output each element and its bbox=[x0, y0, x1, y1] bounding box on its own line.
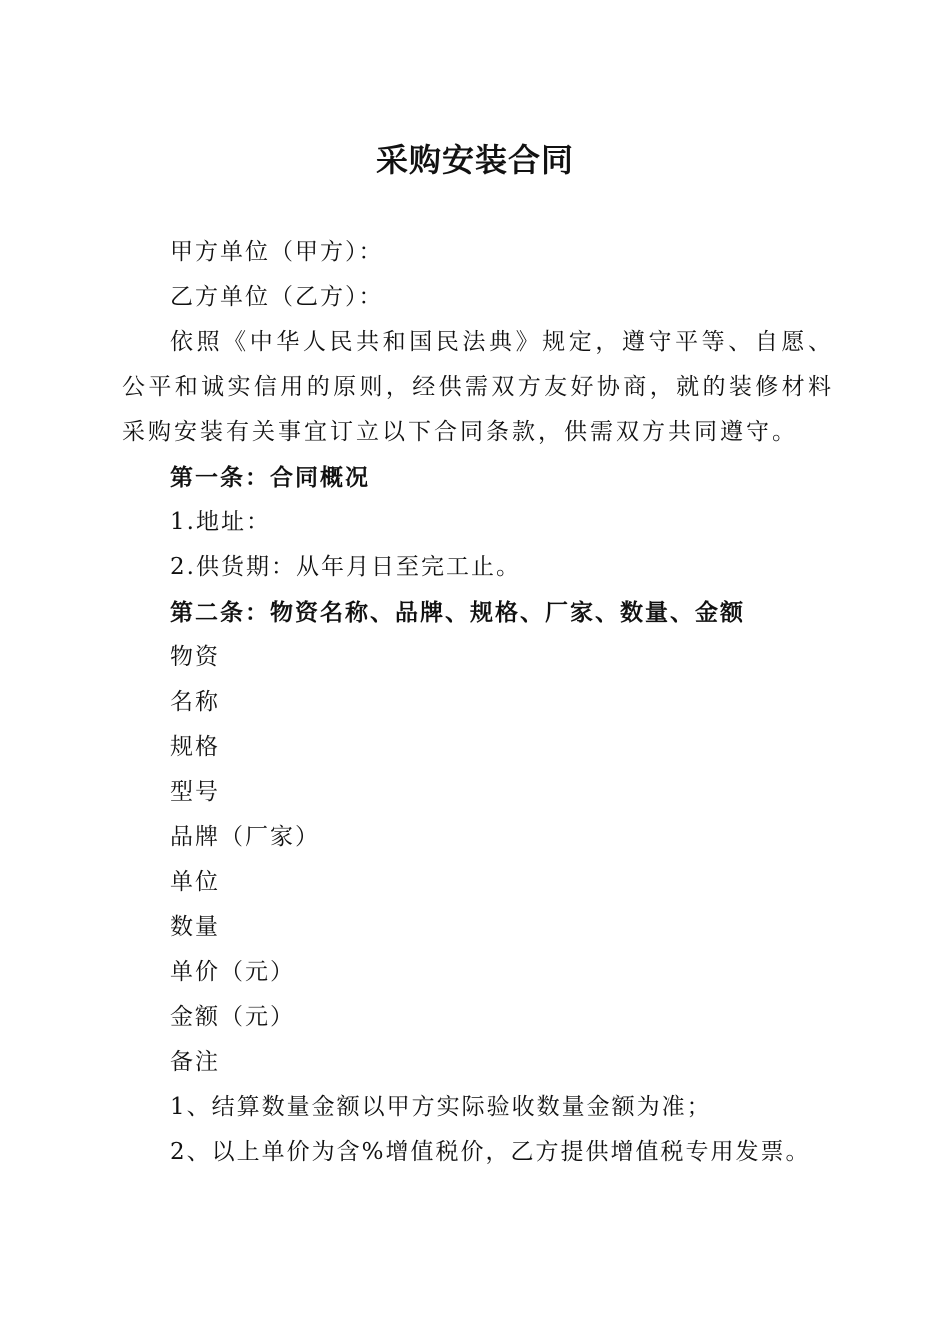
table-header-cell: 名称 bbox=[170, 689, 220, 715]
table-header-cell: 型号 bbox=[170, 779, 220, 805]
table-header-cell: 物资 bbox=[170, 644, 220, 670]
preamble-paragraph: 依照《中华人民共和国民法典》规定，遵守平等、自愿、公平和诚实信用的原则，经供需双方友好协商，就的装修材料采购安装有关事宜订立以下合同条款，供需双方共同遵守。 bbox=[122, 329, 834, 445]
document-title: 采购安装合同 bbox=[375, 141, 574, 179]
note-line: 1、结算数量金额以甲方实际验收数量金额为准； bbox=[170, 1094, 712, 1120]
party-a-line: 甲方单位（甲方）： bbox=[170, 239, 384, 265]
table-header-cell: 单位 bbox=[170, 869, 220, 895]
table-header-cell: 品牌（厂家） bbox=[170, 824, 320, 850]
table-header-cell: 金额（元） bbox=[170, 1004, 295, 1030]
table-header-cell: 备注 bbox=[170, 1049, 220, 1075]
article2-heading: 第二条：物资名称、品牌、规格、厂家、数量、金额 bbox=[170, 599, 745, 626]
table-header-cell: 规格 bbox=[170, 734, 220, 760]
article1-item: 1.地址： bbox=[170, 509, 271, 535]
article1-item: 2.供货期：从年月日至完工止。 bbox=[170, 554, 521, 580]
party-b-line: 乙方单位（乙方）： bbox=[170, 284, 384, 310]
article1-heading: 第一条：合同概况 bbox=[170, 464, 370, 491]
document-body bbox=[122, 230, 834, 1175]
table-header-cell: 单价（元） bbox=[170, 959, 295, 985]
table-header-cell: 数量 bbox=[170, 914, 220, 940]
note-line: 2、以上单价为含%增值税价，乙方提供增值税专用发票。 bbox=[170, 1139, 811, 1165]
